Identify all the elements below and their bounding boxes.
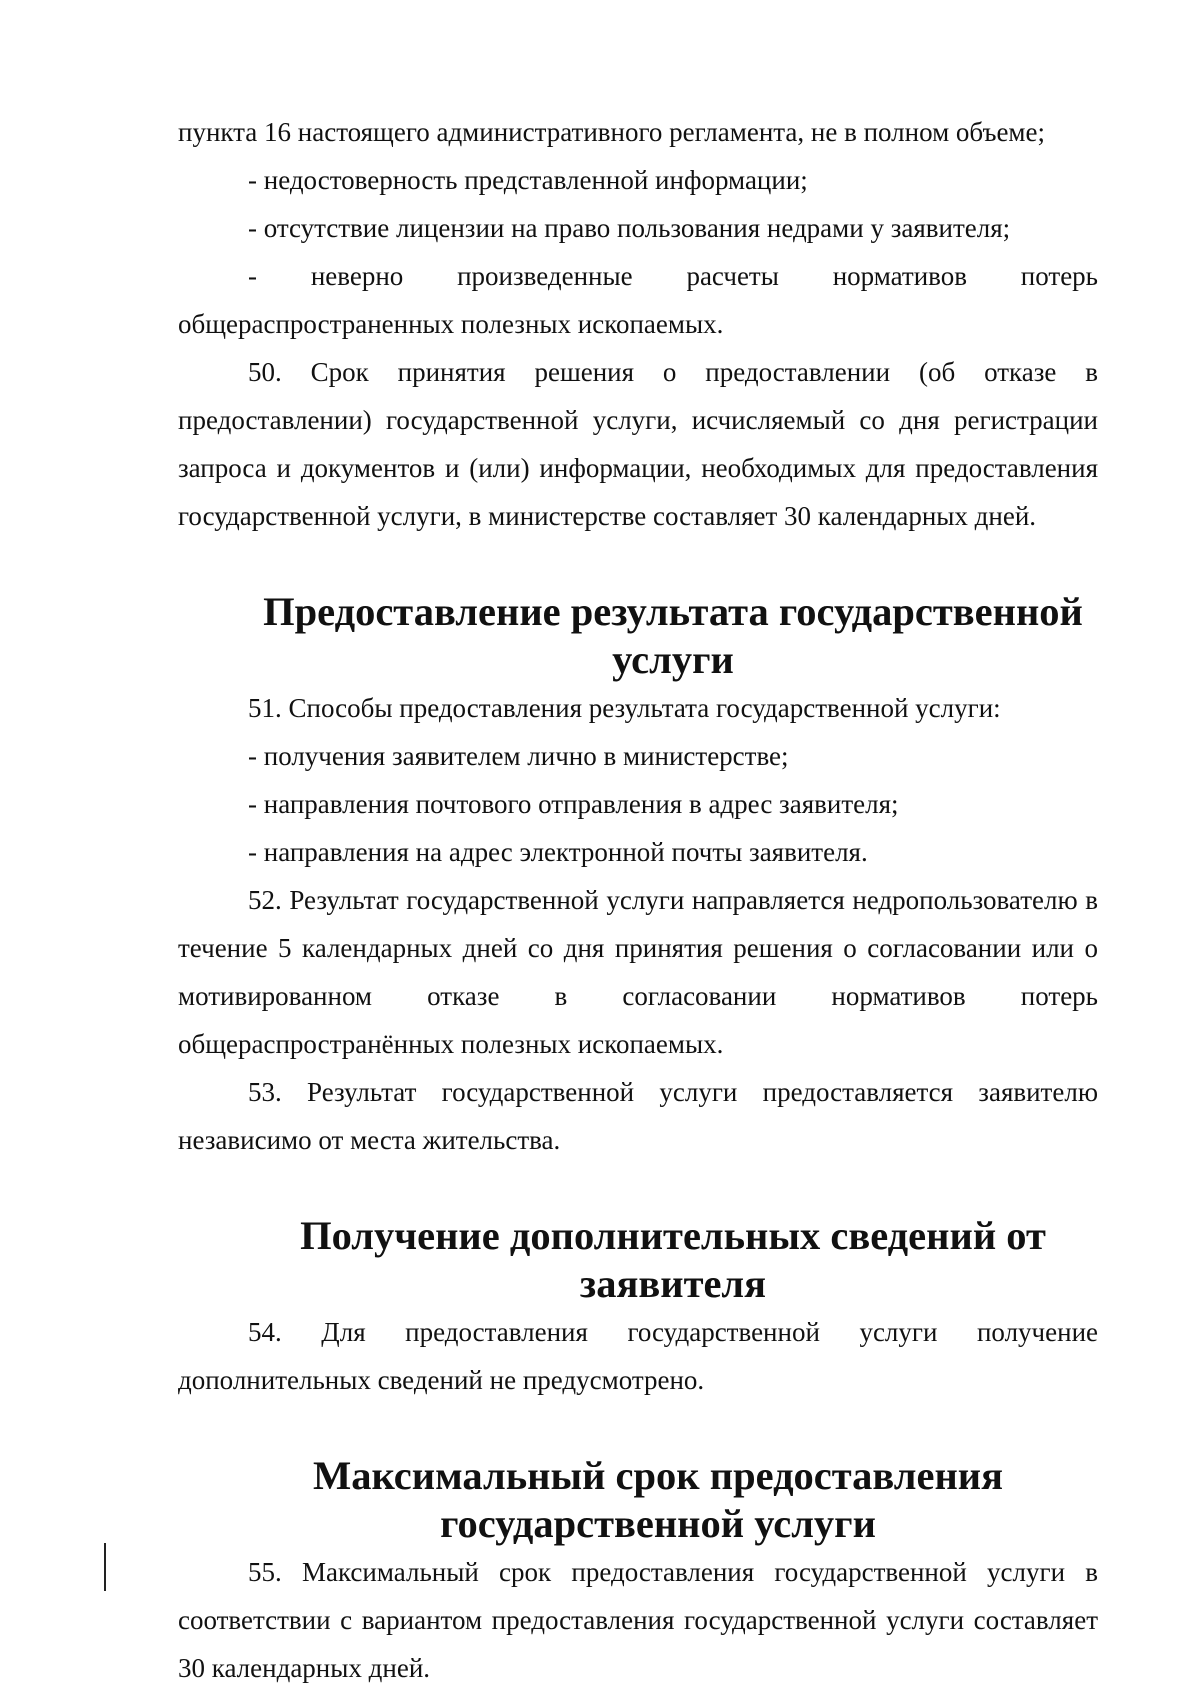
word: потерь xyxy=(1020,261,1098,291)
word: нормативов xyxy=(832,261,967,291)
section-heading-additional-info: Получение дополнительных сведений от заявителя xyxy=(300,1213,1046,1306)
word: расчеты xyxy=(686,261,779,291)
word: неверно xyxy=(310,261,404,291)
list-item-postal: - направления почтового отправления в адрес заявителя; xyxy=(248,789,899,819)
list-item-unreliable-info: - недостоверность представленной информации; xyxy=(248,165,808,195)
paragraph-50: 50. Срок принятия решения о предоставлении (об отказе в предоставлении) государственной услуги, исчисляемый со дня регистрации запроса и документов и (или) информации, необходимых для предоставления государственной услуги, в министерстве составляет 30 календарных дней. xyxy=(178,357,1098,531)
section-heading-max-term: Максимальный срок предоставления государственной услуги xyxy=(312,1453,1004,1546)
document-body xyxy=(178,108,1098,1692)
paragraph-51: 51. Способы предоставления результата государственной услуги: xyxy=(248,693,1001,723)
list-item-wrong-calculations xyxy=(178,252,1098,300)
paragraph-55: 55. Максимальный срок предоставления государственной услуги в соответствии с вариантом предоставления государственной услуги составляет 30 календарных дней. xyxy=(178,1557,1098,1683)
paragraph-continuation: пункта 16 настоящего административного регламента, не в полном объеме; xyxy=(178,117,1045,147)
list-item-no-license: - отсутствие лицензии на право пользования недрами у заявителя; xyxy=(248,213,1011,243)
paragraph-52: 52. Результат государственной услуги направляется недропользователю в течение 5 календарных дней со дня принятия решения о согласовании или о мотивированном отказе в согласовании нормативов потерь общераспространённых полезных ископаемых. xyxy=(178,885,1098,1059)
word: произведенные xyxy=(457,261,633,291)
margin-change-bar xyxy=(104,1543,106,1591)
section-heading-result: Предоставление результата государственной услуги xyxy=(263,589,1083,682)
paragraph-53: 53. Результат государственной услуги предоставляется заявителю независимо от места жительства. xyxy=(178,1077,1098,1155)
list-item-in-person: - получения заявителем лично в министерстве; xyxy=(248,741,789,771)
paragraph-54: 54. Для предоставления государственной услуги получение дополнительных сведений не предусмотрено. xyxy=(178,1317,1098,1395)
word: - xyxy=(248,261,257,291)
list-item-email: - направления на адрес электронной почты заявителя. xyxy=(248,837,868,867)
list-item-wrong-calculations-end: общераспространенных полезных ископаемых. xyxy=(178,309,724,339)
